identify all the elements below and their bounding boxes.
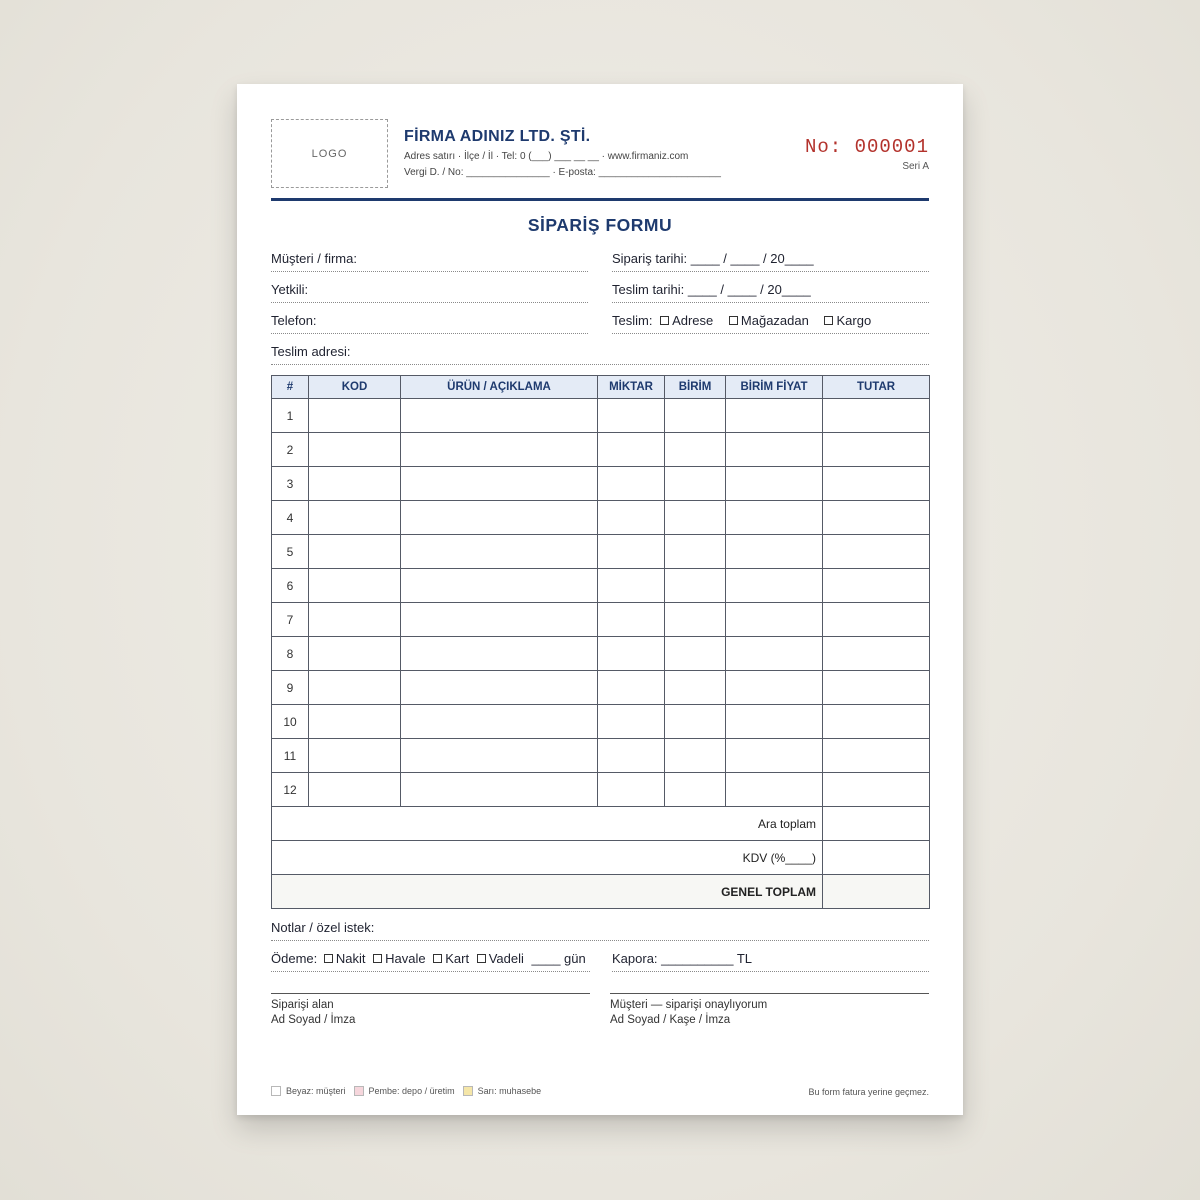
payment-field	[271, 951, 590, 972]
row-number: 9	[272, 671, 309, 705]
customer-field[interactable]	[271, 251, 588, 272]
deposit-label: Kapora: __________ TL	[612, 951, 752, 966]
description-cell[interactable]	[401, 603, 598, 637]
unit-cell[interactable]	[665, 603, 726, 637]
yellow-swatch-icon	[463, 1086, 473, 1096]
table-row	[272, 739, 930, 773]
contact-field[interactable]	[271, 282, 588, 303]
row-number: 7	[272, 603, 309, 637]
code-cell[interactable]	[309, 433, 401, 467]
payment-deferred-checkbox[interactable]	[477, 954, 486, 963]
subtotal-cell[interactable]	[823, 807, 930, 841]
payment-transfer-checkbox[interactable]	[373, 954, 382, 963]
description-cell[interactable]	[401, 535, 598, 569]
code-cell[interactable]	[309, 637, 401, 671]
column-header-unit-price: BİRİM FİYAT	[726, 376, 823, 399]
quantity-cell[interactable]	[598, 399, 665, 433]
quantity-cell[interactable]	[598, 773, 665, 807]
delivery-method-field	[612, 313, 929, 334]
description-cell[interactable]	[401, 705, 598, 739]
unit-cell[interactable]	[665, 399, 726, 433]
code-cell[interactable]	[309, 739, 401, 773]
total-cell[interactable]	[823, 399, 930, 433]
notes-label: Notlar / özel istek:	[271, 920, 375, 935]
order-items-table	[271, 375, 930, 909]
quantity-cell[interactable]	[598, 705, 665, 739]
left-signature-subtitle: Ad Soyad / İmza	[271, 1014, 356, 1026]
quantity-cell[interactable]	[598, 637, 665, 671]
delivery-store-checkbox[interactable]	[729, 316, 738, 325]
row-number: 10	[272, 705, 309, 739]
table-row	[272, 603, 930, 637]
total-cell[interactable]	[823, 535, 930, 569]
table-row	[272, 467, 930, 501]
legend-label-pink: Pembe: depo / üretim	[368, 1086, 455, 1096]
right-signature-subtitle: Ad Soyad / Kaşe / İmza	[610, 1014, 731, 1026]
total-cell[interactable]	[823, 671, 930, 705]
column-header-unit: BİRİM	[665, 376, 726, 399]
grand-total-row	[272, 875, 930, 909]
description-cell[interactable]	[401, 773, 598, 807]
totals-section	[272, 807, 930, 909]
payment-term: ____ gün	[531, 951, 586, 966]
column-header-description: ÜRÜN / AÇIKLAMA	[401, 376, 598, 399]
row-number: 6	[272, 569, 309, 603]
quantity-cell[interactable]	[598, 433, 665, 467]
table-row	[272, 671, 930, 705]
grand-total-label: GENEL TOPLAM	[272, 875, 823, 909]
legend-label-yellow: Sarı: muhasebe	[477, 1086, 542, 1096]
delivery-date-field[interactable]	[612, 282, 929, 303]
vat-cell[interactable]	[823, 841, 930, 875]
unit-cell[interactable]	[665, 637, 726, 671]
table-row	[272, 773, 930, 807]
left-signature-title: Siparişi alan	[271, 999, 334, 1011]
right-signature-line	[610, 993, 929, 994]
delivery-method-label: Teslim:	[612, 313, 653, 328]
pink-swatch-icon	[354, 1086, 364, 1096]
table-row	[272, 535, 930, 569]
total-cell[interactable]	[823, 501, 930, 535]
legend-item-pink	[354, 1086, 455, 1096]
table-row	[272, 637, 930, 671]
row-number: 5	[272, 535, 309, 569]
unit-price-cell[interactable]	[726, 467, 823, 501]
code-cell[interactable]	[309, 501, 401, 535]
description-cell[interactable]	[401, 433, 598, 467]
logo-placeholder	[271, 119, 388, 188]
table-row	[272, 705, 930, 739]
unit-price-cell[interactable]	[726, 603, 823, 637]
tax-line: Vergi D. / No: _______________ · E-posta: ______________________	[404, 167, 721, 178]
payment-option-cash: Nakit	[335, 951, 366, 966]
total-cell[interactable]	[823, 603, 930, 637]
document-number: No: 000001	[804, 136, 929, 158]
contact-label: Yetkili:	[271, 282, 309, 297]
unit-cell[interactable]	[665, 739, 726, 773]
description-cell[interactable]	[401, 637, 598, 671]
legend-item-white	[271, 1086, 346, 1096]
column-header-total: TUTAR	[823, 376, 930, 399]
vat-label: KDV (%____)	[272, 841, 823, 875]
disclaimer-text: Bu form fatura yerine geçmez.	[808, 1087, 929, 1097]
row-number: 3	[272, 467, 309, 501]
row-number: 8	[272, 637, 309, 671]
phone-field[interactable]	[271, 313, 588, 334]
delivery-option-address: Adrese	[672, 313, 714, 328]
notes-field[interactable]	[271, 920, 929, 941]
grand-total-cell[interactable]	[823, 875, 930, 909]
payment-label: Ödeme:	[271, 951, 318, 966]
right-signature-title: Müşteri — siparişi onaylıyorum	[610, 999, 768, 1011]
payment-option-card: Kart	[445, 951, 470, 966]
address-line: Adres satırı · İlçe / İl · Tel: 0 (___) ___ __ __ · www.firmaniz.com	[404, 151, 689, 162]
unit-cell[interactable]	[665, 467, 726, 501]
table-row	[272, 433, 930, 467]
quantity-cell[interactable]	[598, 467, 665, 501]
description-cell[interactable]	[401, 467, 598, 501]
unit-cell[interactable]	[665, 569, 726, 603]
header-divider	[271, 198, 929, 201]
unit-price-cell[interactable]	[726, 671, 823, 705]
unit-cell[interactable]	[665, 433, 726, 467]
row-number: 4	[272, 501, 309, 535]
description-cell[interactable]	[401, 399, 598, 433]
unit-cell[interactable]	[665, 773, 726, 807]
unit-price-cell[interactable]	[726, 535, 823, 569]
deposit-field[interactable]	[612, 951, 929, 972]
row-number: 1	[272, 399, 309, 433]
unit-cell[interactable]	[665, 535, 726, 569]
phone-label: Telefon:	[271, 313, 317, 328]
row-number: 12	[272, 773, 309, 807]
row-number: 11	[272, 739, 309, 773]
description-cell[interactable]	[401, 671, 598, 705]
description-cell[interactable]	[401, 569, 598, 603]
payment-cash-checkbox[interactable]	[324, 954, 333, 963]
form-title: SİPARİŞ FORMU	[527, 215, 673, 235]
company-name: FİRMA ADINIZ LTD. ŞTİ.	[404, 128, 591, 145]
code-cell[interactable]	[309, 467, 401, 501]
description-cell[interactable]	[401, 501, 598, 535]
logo-text: LOGO	[311, 147, 348, 160]
payment-option-transfer: Havale	[385, 951, 426, 966]
customer-label: Müşteri / firma:	[271, 251, 357, 266]
unit-cell[interactable]	[665, 671, 726, 705]
total-cell[interactable]	[823, 637, 930, 671]
unit-price-cell[interactable]	[726, 399, 823, 433]
delivery-cargo-checkbox[interactable]	[824, 316, 833, 325]
row-number: 2	[272, 433, 309, 467]
legend-item-yellow	[463, 1086, 542, 1096]
delivery-address-checkbox[interactable]	[660, 316, 669, 325]
delivery-option-cargo: Kargo	[836, 313, 872, 328]
delivery-option-store: Mağazadan	[740, 313, 809, 328]
total-cell[interactable]	[823, 705, 930, 739]
unit-price-cell[interactable]	[726, 569, 823, 603]
code-cell[interactable]	[309, 569, 401, 603]
payment-option-deferred: Vadeli	[488, 951, 524, 966]
table-row	[272, 569, 930, 603]
unit-cell[interactable]	[665, 705, 726, 739]
table-row	[272, 501, 930, 535]
right-signature-block	[610, 998, 767, 1028]
total-cell[interactable]	[823, 773, 930, 807]
code-cell[interactable]	[309, 399, 401, 433]
total-cell[interactable]	[823, 467, 930, 501]
code-cell[interactable]	[309, 705, 401, 739]
quantity-cell[interactable]	[598, 671, 665, 705]
item-rows	[272, 399, 930, 807]
column-header-number: #	[272, 376, 309, 399]
quantity-cell[interactable]	[598, 501, 665, 535]
unit-price-cell[interactable]	[726, 739, 823, 773]
total-cell[interactable]	[823, 739, 930, 773]
form-content	[271, 84, 929, 1115]
total-cell[interactable]	[823, 569, 930, 603]
legend-label-white: Beyaz: müşteri	[286, 1086, 346, 1096]
delivery-address-label: Teslim adresi:	[271, 344, 351, 359]
column-header-code: KOD	[309, 376, 401, 399]
delivery-date-label: Teslim tarihi: ____ / ____ / 20____	[612, 282, 811, 297]
subtotal-label: Ara toplam	[272, 807, 823, 841]
code-cell[interactable]	[309, 671, 401, 705]
unit-price-cell[interactable]	[726, 705, 823, 739]
column-header-quantity: MİKTAR	[598, 376, 665, 399]
total-cell[interactable]	[823, 433, 930, 467]
left-signature-block	[271, 998, 355, 1028]
subtotal-row	[272, 807, 930, 841]
code-cell[interactable]	[309, 603, 401, 637]
description-cell[interactable]	[401, 739, 598, 773]
quantity-cell[interactable]	[598, 603, 665, 637]
code-cell[interactable]	[309, 535, 401, 569]
table-row	[272, 399, 930, 433]
unit-price-cell[interactable]	[726, 501, 823, 535]
unit-cell[interactable]	[665, 501, 726, 535]
payment-card-checkbox[interactable]	[433, 954, 442, 963]
code-cell[interactable]	[309, 773, 401, 807]
unit-price-cell[interactable]	[726, 433, 823, 467]
document-series: Seri A	[902, 161, 929, 172]
order-date-field[interactable]	[612, 251, 929, 272]
unit-price-cell[interactable]	[726, 637, 823, 671]
table-header-row	[272, 376, 930, 399]
delivery-address-field[interactable]	[271, 344, 929, 365]
quantity-cell[interactable]	[598, 569, 665, 603]
white-swatch-icon	[271, 1086, 281, 1096]
unit-price-cell[interactable]	[726, 773, 823, 807]
quantity-cell[interactable]	[598, 739, 665, 773]
left-signature-line	[271, 993, 590, 994]
quantity-cell[interactable]	[598, 535, 665, 569]
copy-color-legend	[271, 1086, 549, 1096]
order-date-label: Sipariş tarihi: ____ / ____ / 20____	[612, 251, 814, 266]
order-form-sheet	[237, 84, 963, 1115]
vat-row	[272, 841, 930, 875]
